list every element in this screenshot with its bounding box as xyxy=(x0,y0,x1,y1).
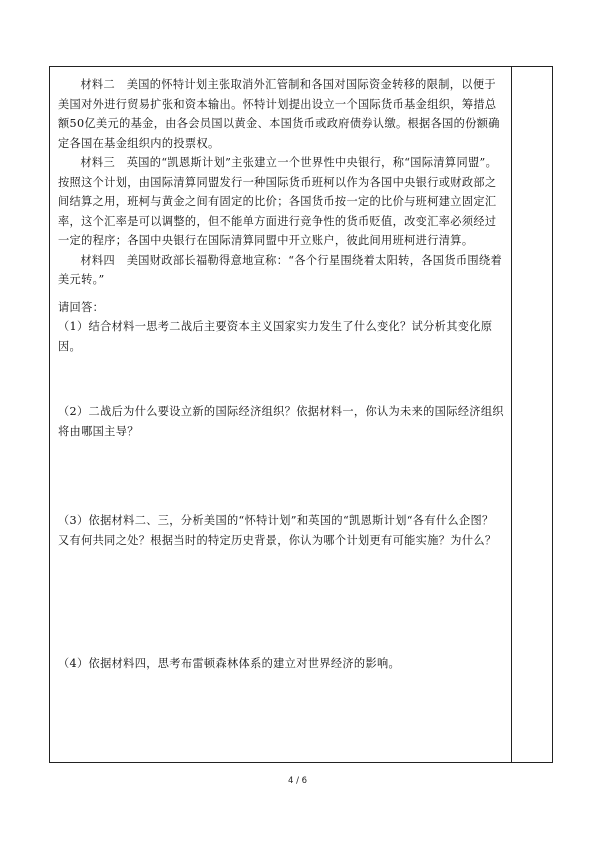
material-2-label: 材料二 xyxy=(80,78,116,91)
question-1: （1）结合材料一思考二战后主要资本主义国家实力发生了什么变化？试分析其变化原因。 xyxy=(58,320,493,353)
spacer xyxy=(58,290,504,298)
column-divider xyxy=(511,67,512,762)
question-3: （3）依据材料二、三，分析美国的“怀特计划”和英国的“凯恩斯计划“各有什么企图？又有何共同之处？根据当时的特定历史背景，你认为哪个计划更有可能实施？为什么？ xyxy=(58,514,497,547)
material-2 xyxy=(58,75,504,153)
question-2: （2）二战后为什么要设立新的国际经济组织？依据材料一，你认为未来的国际经济组织将由哪国主导？ xyxy=(58,405,504,438)
material-3-text: 英国的“凯恩斯计划”主张建立一个世界性中央银行，称“国际清算同盟”。按照这个计划，由国际清算同盟发行一种国际货币班柯以作为各国中央银行或财政部之间结算之用，班柯与黄金之间有固定的比价；各国货币按一定的比价与班柯建立固定汇率，这个汇率是可以调整的，但不能单方面进行竞争性的货币贬值，改变汇率必须经过一定的程序；各国中央银行在国际清算同盟中开立账户，彼此间用班柯进行清算。 xyxy=(58,156,498,247)
material-3 xyxy=(58,153,504,251)
answer-prompt: 请回答： xyxy=(58,300,105,314)
page-number: 4 / 6 xyxy=(287,776,308,786)
material-cell xyxy=(58,75,504,674)
material-2-text: 美国的怀特计划主张取消外汇管制和各国对国际资金转移的限制，以便于美国对外进行贸易扩张和资本输出。怀特计划提出设立一个国际货币基金组织，筹措总额50亿美元的基金，由各会员国以黄金、本国货币或政府债券认缴。根据各国的份额确定各国在基金组织内的投票权。 xyxy=(58,78,500,150)
material-3-label: 材料三 xyxy=(80,156,116,169)
material-4-text: 美国财政部长福勒得意地宣称：“各个行星围绕着太阳转，各国货币围绕着美元转。” xyxy=(58,253,503,286)
material-4 xyxy=(58,251,504,290)
material-4-label: 材料四 xyxy=(80,253,116,267)
question-4: （4）依据材料四，思考布雷顿森林体系的建立对世界经济的影响。 xyxy=(58,657,401,670)
worksheet-table xyxy=(49,66,553,763)
